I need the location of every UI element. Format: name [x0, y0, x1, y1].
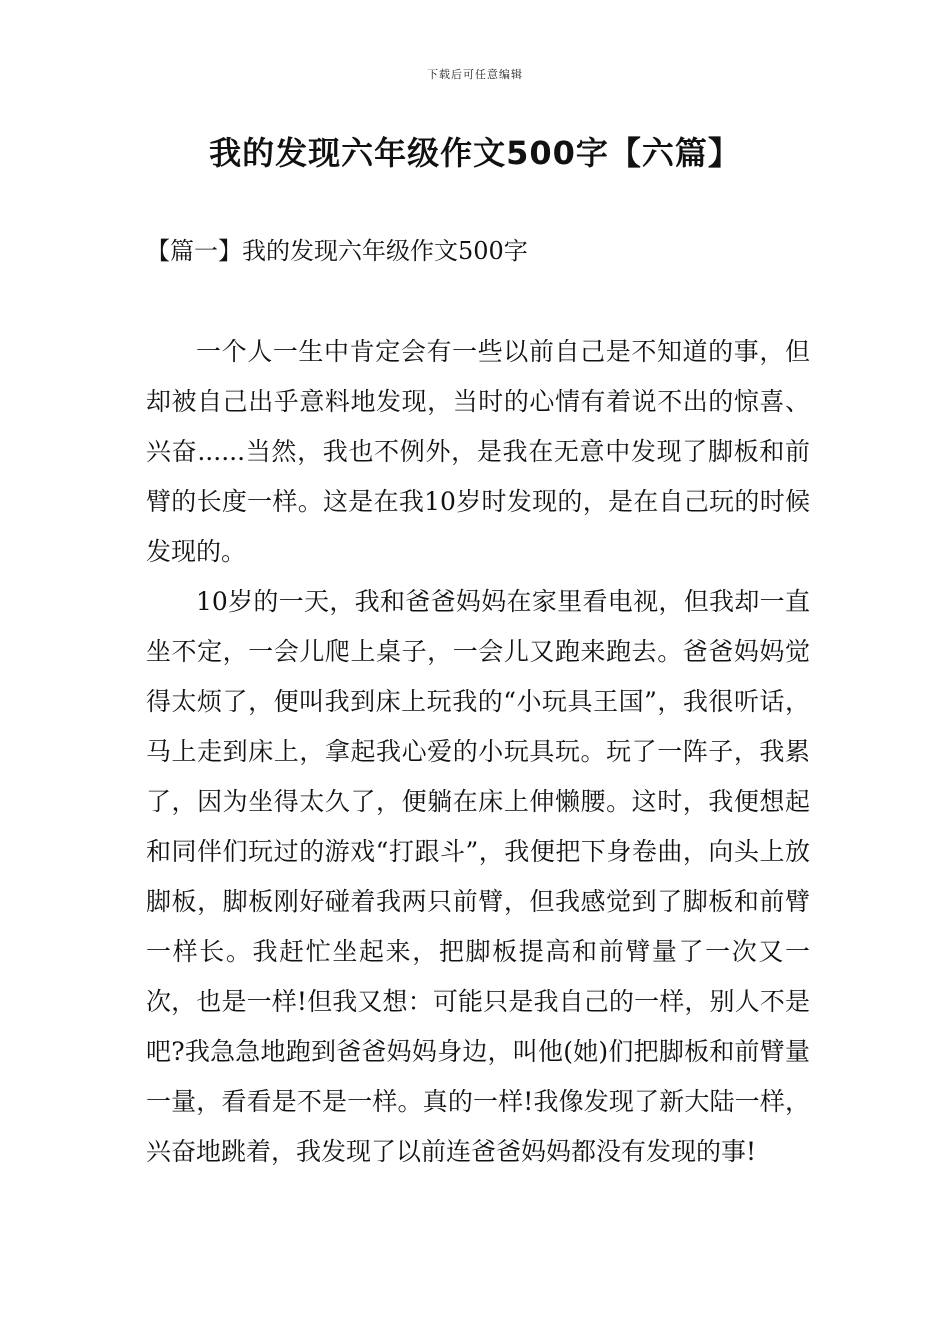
header-note: 下载后可任意编辑: [427, 68, 523, 81]
paragraph-1: 一个人一生中肯定会有一些以前自己是不知道的事，但却被自己出乎意料地发现，当时的心情有着说不出的惊喜、兴奋......当然，我也不例外，是我在无意中发现了脚板和前臂的长度一样。这是在我10岁时发现的，是在自己玩的时候发现的。: [146, 337, 810, 566]
article-body: [146, 327, 810, 1177]
section-heading: 【篇一】我的发现六年级作文500字: [146, 237, 528, 265]
paragraph-2: 10岁的一天，我和爸爸妈妈在家里看电视，但我却一直坐不定，一会儿爬上桌子，一会儿又跑来跑去。爸爸妈妈觉得太烦了，便叫我到床上玩我的“小玩具王国”，我很听话，马上走到床上，拿起我心爱的小玩具玩。玩了一阵子，我累了，因为坐得太久了，便躺在床上伸懒腰。这时，我便想起和同伴们玩过的游戏“打跟斗”，我便把下身卷曲，向头上放脚板，脚板刚好碰着我两只前臂，但我感觉到了脚板和前臂一样长。我赶忙坐起来，把脚板提高和前臂量了一次又一次，也是一样!但我又想：可能只是我自己的一样，别人不是吧?我急急地跑到爸爸妈妈身边，叫他(她)们把脚板和前臂量一量，看看是不是一样。真的一样!我像发现了新大陆一样，兴奋地跳着，我发现了以前连爸爸妈妈都没有发现的事!: [146, 587, 810, 1166]
document-title: 我的发现六年级作文500字【六篇】: [209, 134, 741, 172]
